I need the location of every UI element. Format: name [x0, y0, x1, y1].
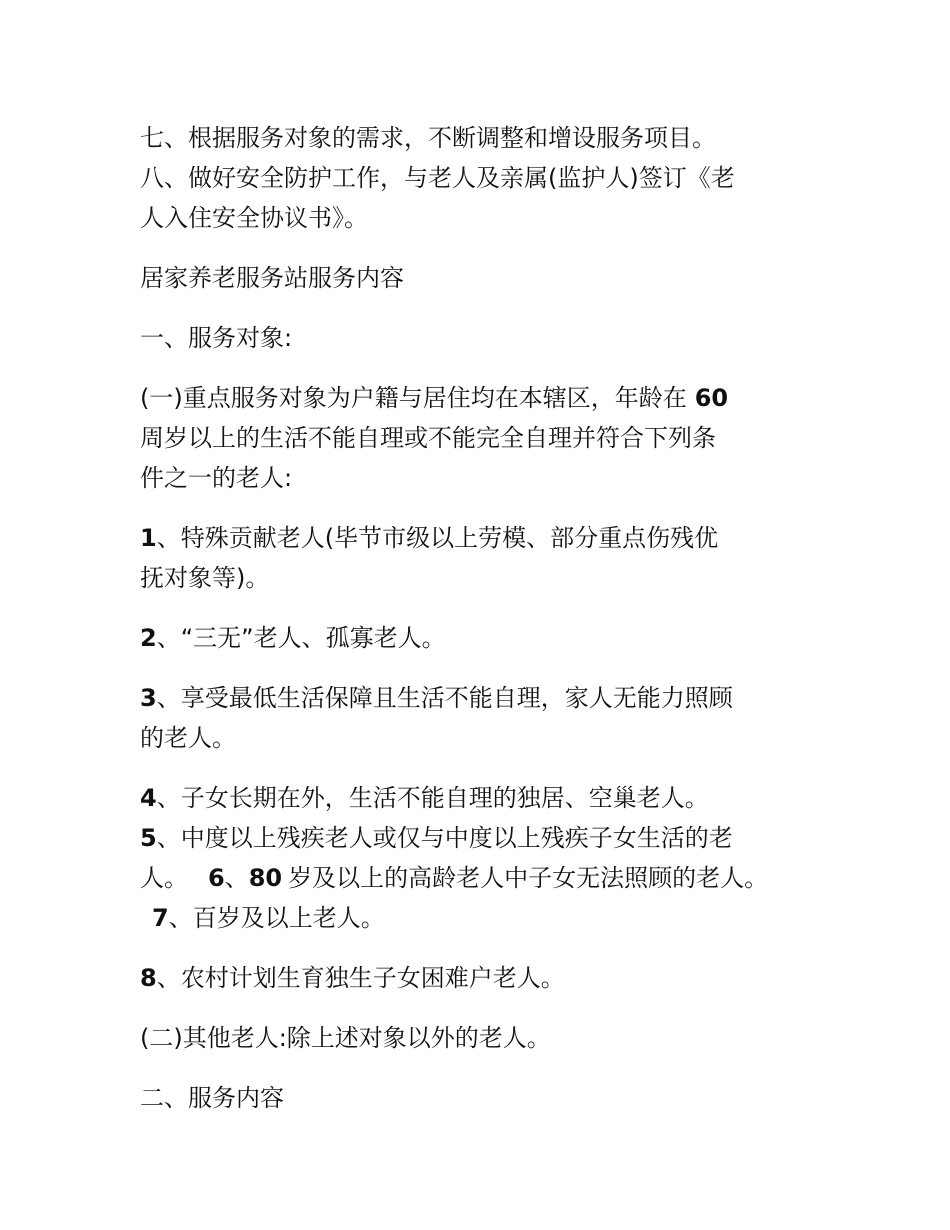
line-text: 、百岁及以上老人。 — [168, 904, 385, 932]
line-text: 、享受最低生活保障且生活不能自理，家人无能力照顾 — [156, 684, 733, 712]
heading-text: 二、服务内容 — [140, 1084, 284, 1112]
line-text: 人。 — [140, 864, 188, 892]
line-text: 人入住安全协议书》。 — [140, 204, 368, 232]
line-text: 的老人。 — [140, 724, 236, 752]
list-item — [140, 618, 446, 658]
line-text: 、特殊贡献老人(毕节市级以上劳模、部分重点伤残优 — [156, 524, 719, 552]
heading-text: 居家养老服务站服务内容 — [140, 264, 404, 292]
item-number: 3 — [140, 684, 157, 712]
list-item — [140, 518, 718, 558]
section-heading — [140, 1078, 284, 1118]
line-text: 、中度以上残疾老人或仅与中度以上残疾子女生活的老 — [156, 824, 733, 852]
text-line — [140, 378, 728, 418]
line-text: (二)其他老人:除上述对象以外的老人。 — [140, 1024, 551, 1052]
text-line — [140, 418, 716, 458]
text-line — [140, 118, 716, 158]
line-text: 岁及以上的高龄老人中子女无法照顾的老人。 — [288, 864, 769, 892]
line-text: 抚对象等)。 — [140, 564, 270, 592]
line-text: 、农村计划生育独生子女困难户老人。 — [156, 964, 565, 992]
item-number: 6 — [208, 864, 225, 892]
item-number: 5 — [140, 824, 157, 852]
line-text: 、 — [224, 864, 249, 892]
text-line — [140, 158, 735, 198]
item-number: 2 — [140, 624, 157, 652]
line-text: (一)重点服务对象为户籍与居住均在本辖区，年龄在 — [140, 384, 687, 412]
text-line — [140, 318, 292, 358]
number-text: 60 — [694, 384, 729, 412]
item-number: 1 — [140, 524, 157, 552]
list-item — [152, 898, 385, 938]
list-item — [140, 958, 565, 998]
line-text: 件之一的老人: — [140, 464, 293, 492]
list-item — [140, 818, 733, 858]
item-number: 4 — [140, 784, 157, 812]
text-line — [140, 718, 236, 758]
line-text: 一、服务对象: — [140, 324, 293, 352]
line-text: 、“三无”老人、孤寡老人。 — [156, 624, 446, 652]
section-heading — [140, 258, 404, 298]
list-item — [140, 678, 733, 718]
line-text: 七、根据服务对象的需求，不断调整和增设服务项目。 — [140, 124, 716, 152]
text-line — [140, 858, 768, 898]
text-line — [140, 198, 368, 238]
number-text: 80 — [248, 864, 283, 892]
line-text: 八、做好安全防护工作，与老人及亲属(监护人)签订《老 — [140, 164, 735, 192]
item-number: 7 — [152, 904, 169, 932]
text-line — [140, 558, 269, 598]
line-text: 周岁以上的生活不能自理或不能完全自理并符合下列条 — [140, 424, 716, 452]
list-item — [140, 778, 709, 818]
item-number: 8 — [140, 964, 157, 992]
line-text: 、子女长期在外，生活不能自理的独居、空巢老人。 — [156, 784, 709, 812]
text-line — [140, 1018, 551, 1058]
text-line — [140, 458, 292, 498]
